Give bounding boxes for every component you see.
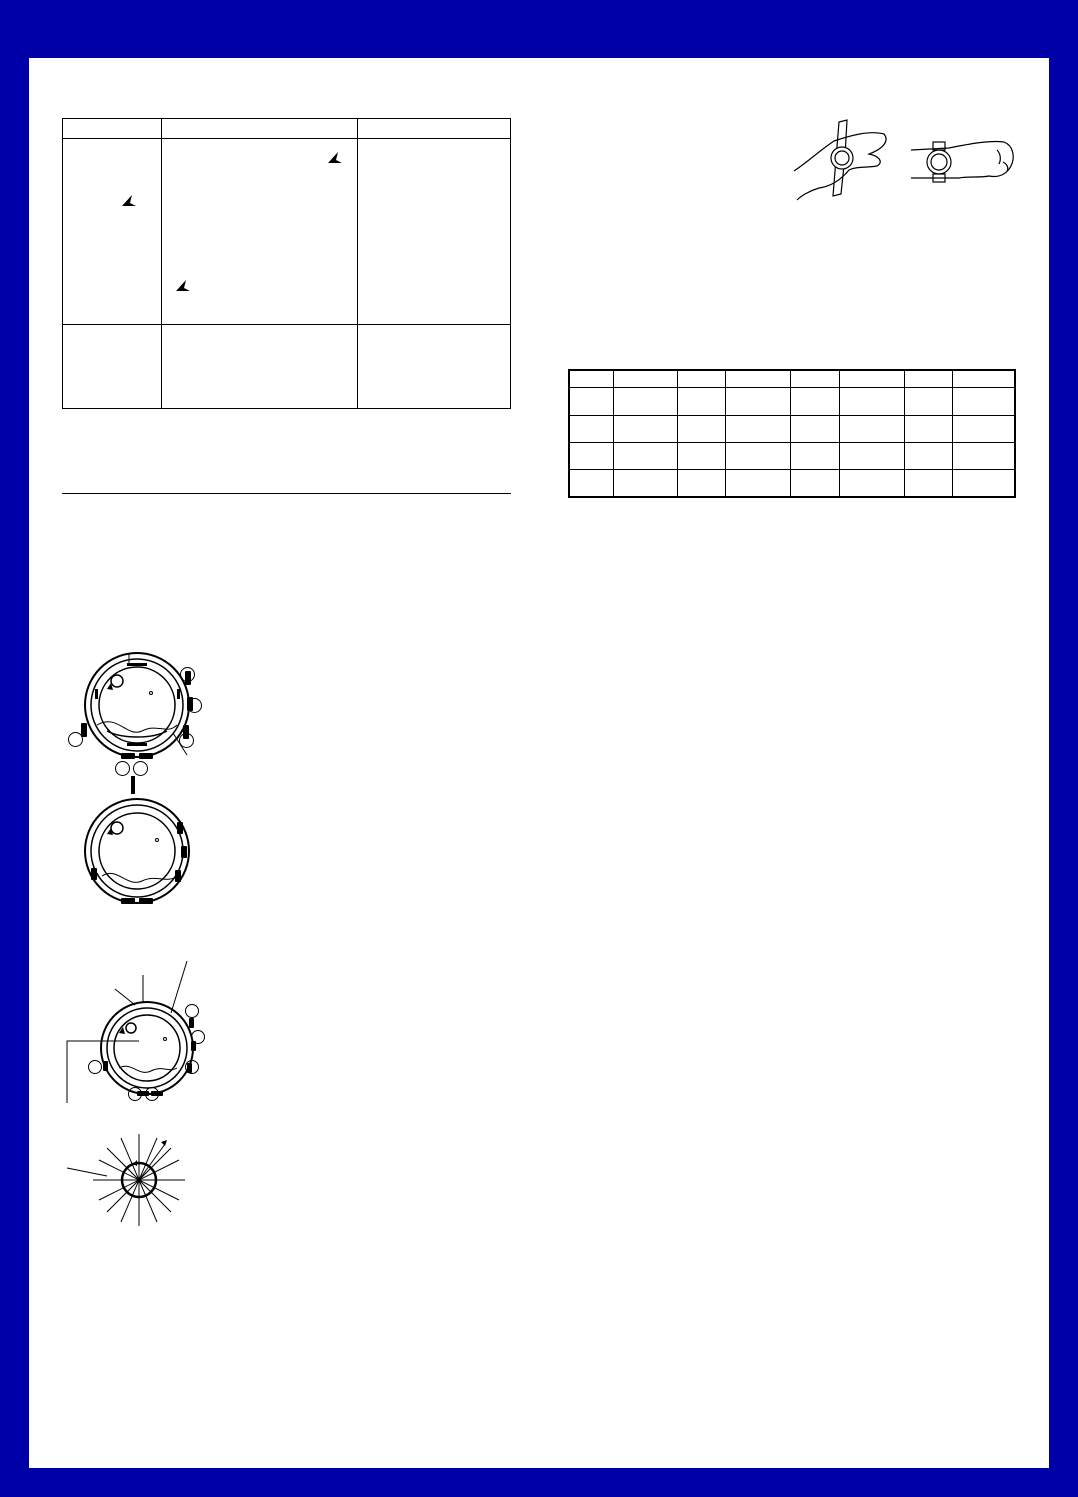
watch-held-flat-illustration [789,116,889,206]
north-pointer-icon [121,194,137,208]
table-header-cell [63,119,162,139]
table-cell [569,469,614,497]
table-cell [726,415,791,442]
table-header-cell [678,370,726,387]
button-c-label[interactable] [185,1004,199,1018]
north-pointer-icon [327,151,343,165]
transition-indicator [131,776,135,794]
table-cell [614,469,678,497]
table-cell [953,469,1016,497]
table-cell [840,442,905,469]
table-cell [614,442,678,469]
north-pointer-icon [175,279,191,293]
button-e-label[interactable] [128,1087,142,1101]
watch-bearing-callout-illustration [59,953,209,1103]
table-cell [953,442,1016,469]
table-cell [791,442,840,469]
table-cell [678,469,726,497]
table-cell [678,442,726,469]
table-cell [614,387,678,415]
watch-on-wrist-illustration [909,138,1019,198]
table-cell [63,325,162,409]
table-cell [791,415,840,442]
table-cell [569,442,614,469]
table-cell [162,325,358,409]
manual-page [29,58,1049,1468]
button-e-label[interactable] [115,761,130,776]
table-cell [358,325,511,409]
button-c-label[interactable] [180,667,195,682]
button-a-label[interactable] [179,733,194,748]
table-cell [840,415,905,442]
table-header-cell [358,119,511,139]
button-d-label[interactable] [88,1060,102,1074]
table-cell [358,139,511,325]
table-header-cell [905,370,953,387]
table-header-cell [791,370,840,387]
table-cell [63,139,162,325]
table-cell [905,387,953,415]
table-cell [678,415,726,442]
table-cell [569,415,614,442]
button-l-label[interactable] [145,1087,159,1101]
table-cell [162,139,358,325]
table-cell [791,387,840,415]
table-cell [569,387,614,415]
table-cell [905,469,953,497]
compass-rose-icon [65,1130,195,1230]
table-cell [614,415,678,442]
button-d-label[interactable] [68,732,83,747]
table-cell [678,387,726,415]
table-cell [726,387,791,415]
calibration-table [568,369,1016,498]
table-cell [840,387,905,415]
button-l-label[interactable] [133,761,148,776]
section-divider [62,493,511,494]
table-cell [905,415,953,442]
button-b-label[interactable] [191,1030,205,1044]
table-cell [953,415,1016,442]
button-a-label[interactable] [185,1060,199,1074]
button-b-label[interactable] [187,698,202,713]
table-header-cell [614,370,678,387]
casio-logo [922,20,923,51]
table-header-cell [840,370,905,387]
table-header-cell [569,370,614,387]
table-cell [726,469,791,497]
watch-bearing-display-illustration [77,796,197,911]
troubleshooting-table [62,118,511,409]
table-cell [791,469,840,497]
table-header-cell [953,370,1016,387]
table-cell [905,442,953,469]
table-cell [840,469,905,497]
table-cell [953,387,1016,415]
table-cell [726,442,791,469]
table-header-cell [726,370,791,387]
table-header-cell [162,119,358,139]
